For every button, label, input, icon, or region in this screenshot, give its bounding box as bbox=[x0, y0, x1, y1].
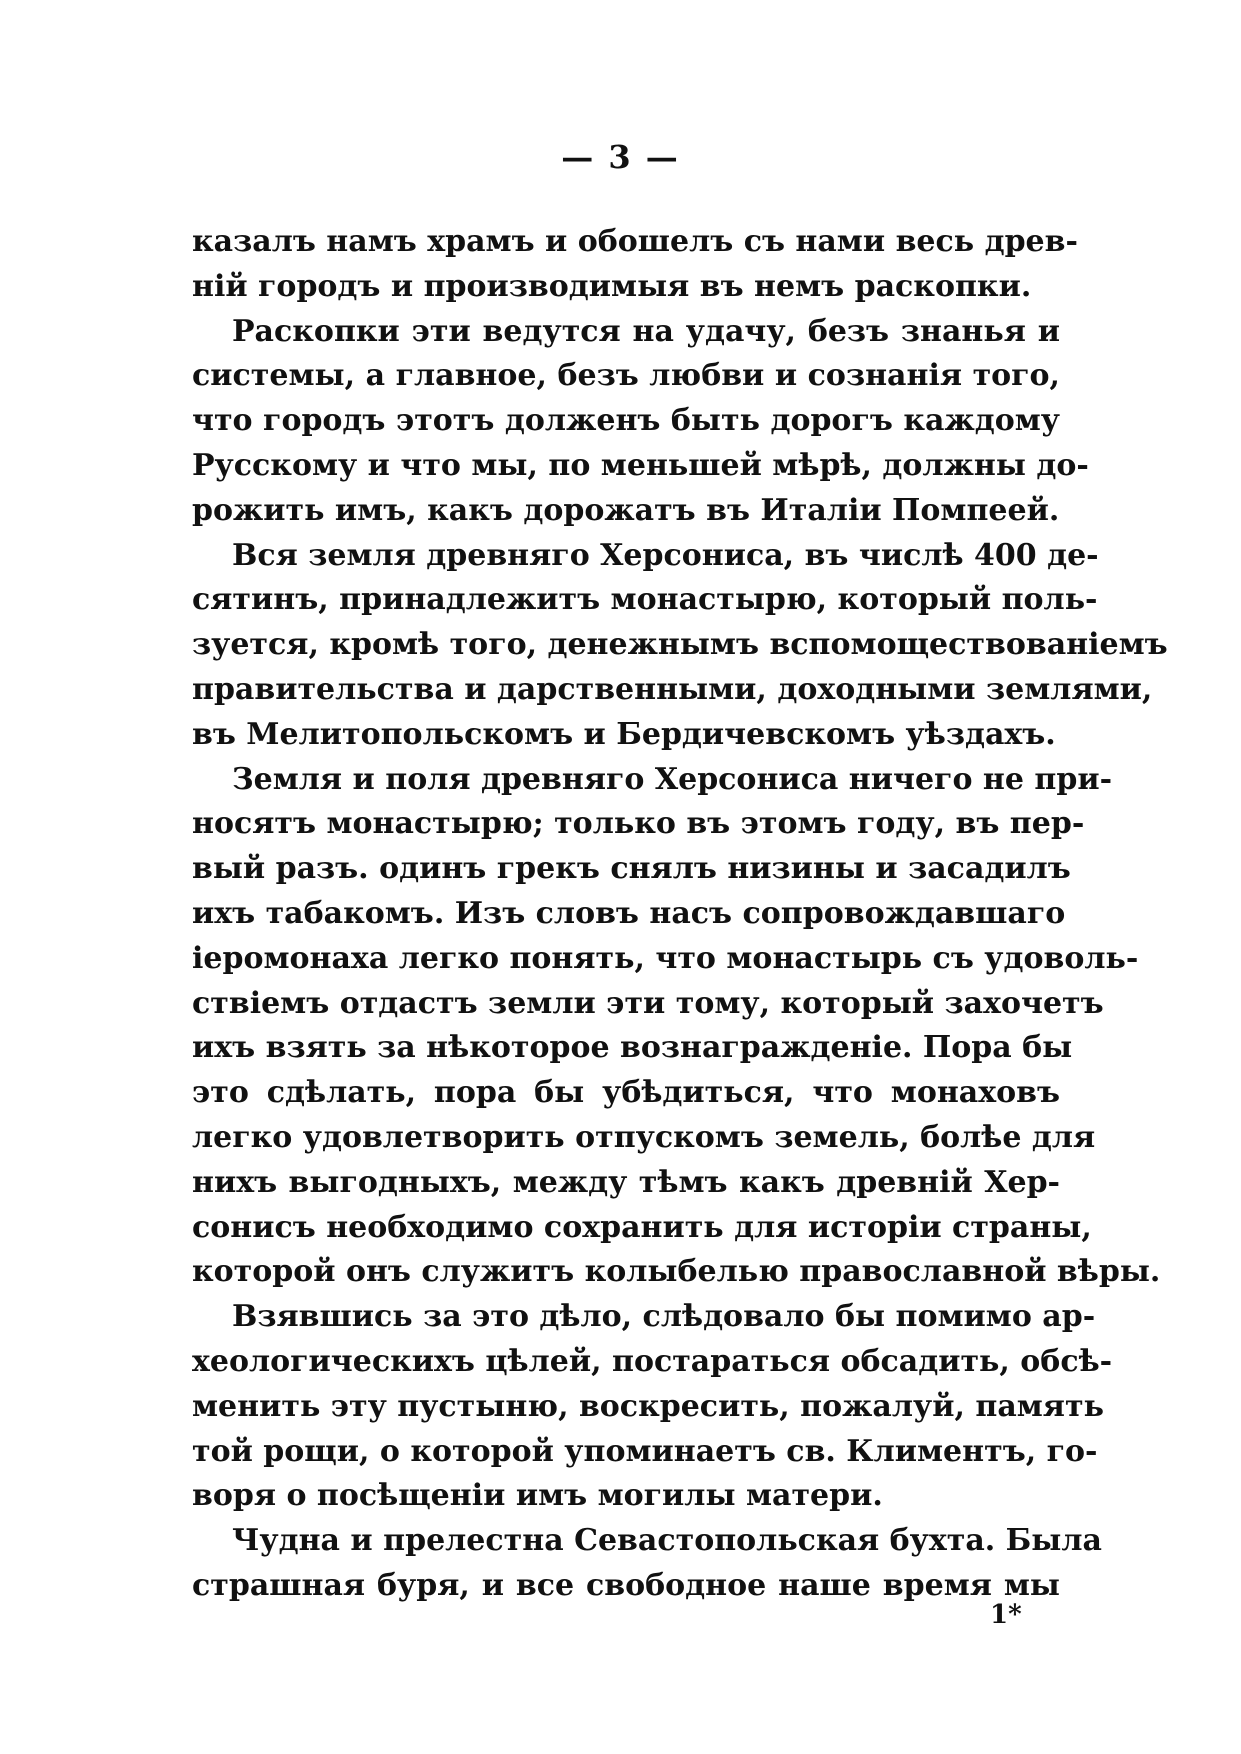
text-line: іеромонаха легко понять, что монастырь съ удоволь- bbox=[192, 940, 1139, 976]
text-line: хеологическихъ цѣлей, постараться обсадить, обсѣ- bbox=[192, 1343, 1113, 1379]
text-line: страшная буря, и все свободное наше время мы bbox=[192, 1567, 1060, 1603]
text-line: легко удовлетворить отпускомъ земель, болѣе для bbox=[192, 1119, 1096, 1155]
body-text bbox=[192, 220, 1168, 1609]
text-line: это сдѣлать, пора бы убѣдиться, что монаховъ bbox=[192, 1075, 1060, 1111]
text-line: правительства и дарственными, доходными землями, bbox=[192, 671, 1153, 707]
text-line: Земля и поля древняго Херсониса ничего не при- bbox=[232, 761, 1113, 797]
text-line: сятинъ, принадлежитъ монастырю, который поль- bbox=[192, 582, 1098, 618]
text-line: въ Мелитопольскомъ и Бердичевскомъ уѣздахъ. bbox=[192, 716, 1056, 752]
text-line: ихъ табакомъ. Изъ словъ насъ сопровождавшаго bbox=[192, 895, 1066, 931]
signature-mark: 1* bbox=[990, 1600, 1022, 1630]
text-line: сонисъ необходимо сохранить для исторіи страны, bbox=[192, 1209, 1092, 1245]
text-line: нихъ выгодныхъ, между тѣмъ какъ древній Хер- bbox=[192, 1164, 1060, 1200]
text-line: вый разъ. одинъ грекъ снялъ низины и засадилъ bbox=[192, 851, 1071, 887]
text-line: системы, а главное, безъ любви и сознанія того, bbox=[192, 358, 1060, 394]
text-line: той рощи, о которой упоминаетъ св. Климентъ, го- bbox=[192, 1433, 1098, 1469]
text-line: рожить имъ, какъ дорожатъ въ Италіи Помпеей. bbox=[192, 492, 1060, 528]
text-line: ній городъ и производимыя въ немъ раскопки. bbox=[192, 268, 1032, 304]
text-line: менить эту пустыню, воскресить, пожалуй, память bbox=[192, 1388, 1104, 1424]
text-line: которой онъ служитъ колыбелью православной вѣры. bbox=[192, 1254, 1161, 1290]
text-line: носятъ монастырю; только въ этомъ году, въ пер- bbox=[192, 806, 1085, 842]
text-line: казалъ намъ храмъ и обошелъ съ нами весь древ- bbox=[192, 224, 1078, 259]
page-number: — 3 — bbox=[561, 138, 680, 176]
text-line: зуется, кромѣ того, денежнымъ вспомоществованіемъ bbox=[192, 627, 1168, 663]
text-line: ихъ взять за нѣкоторое вознагражденіе. Пора бы bbox=[192, 1030, 1073, 1066]
text-line: что городъ этотъ долженъ быть дорогъ каждому bbox=[192, 403, 1060, 439]
text-line: Раскопки эти ведутся на удачу, безъ знанья и bbox=[232, 313, 1060, 349]
text-line: Вся земля древняго Херсониса, въ числѣ 400 де- bbox=[232, 537, 1099, 573]
text-line: Чудна и прелестна Севастопольская бухта. Была bbox=[232, 1523, 1102, 1559]
text-line: ствіемъ отдастъ земли эти тому, который захочетъ bbox=[192, 985, 1104, 1021]
text-line: Русскому и что мы, по меньшей мѣрѣ, должны до- bbox=[192, 447, 1089, 483]
text-line: воря о посѣщеніи имъ могилы матери. bbox=[192, 1478, 883, 1514]
text-line: Взявшись за это дѣло, слѣдовало бы помимо ар- bbox=[232, 1299, 1096, 1335]
